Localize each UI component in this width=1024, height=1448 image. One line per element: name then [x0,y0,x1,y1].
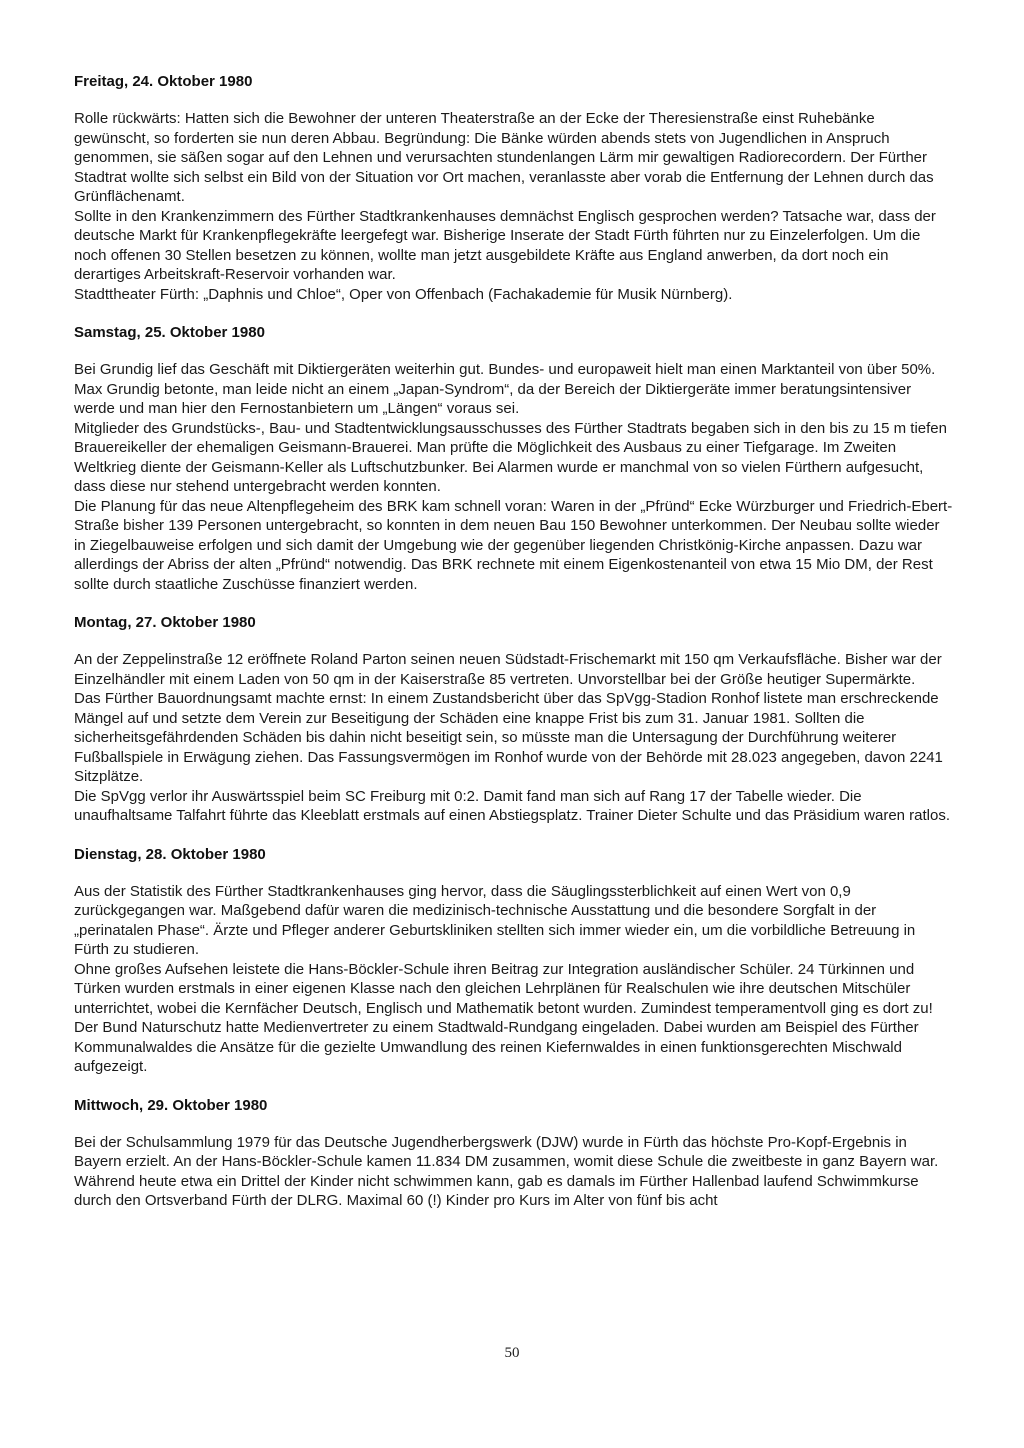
paragraph: Bei Grundig lief das Geschäft mit Diktiergeräten weiterhin gut. Bundes- und europaweit hielt man einen Marktanteil von über 50%. Max Grundig betonte, man leide nicht an einem „Japan-Syndrom“, da der Bereich der Diktiergeräte immer beratungsintensiver werde und man hier den Fernostanbietern um „Längen“ voraus sei. [74,361,936,417]
paragraph: Bei der Schulsammlung 1979 für das Deutsche Jugendherbergswerk (DJW) wurde in Fürth das höchste Pro-Kopf-Ergebnis in Bayern erzielt. An der Hans-Böckler-Schule kamen 11.834 DM zusammen, womit diese Schule die zweitbeste in ganz Bayern war. [74,1133,939,1170]
entry-date: Dienstag, 28. Oktober 1980 [74,845,266,863]
entry-body [74,360,954,594]
entry-date: Samstag, 25. Oktober 1980 [74,324,265,341]
document-page [74,72,954,1230]
entry-body [74,1133,954,1211]
paragraph: Die Planung für das neue Altenpflegeheim des BRK kam schnell voran: Waren in der „Pfründ“ Ecke Würzburger und Friedrich-Ebert-Straße bisher 139 Personen untergebracht, so konnten in dem neuen Bau 150 Bewohner unterkommen. Der Neubau sollte wieder in Ziegelbauweise erfolgen und sich damit der Umgebung wie der gegenüber liegenden Christkönig-Kirche anpassen. Dazu war allerdings der Abriss der alten „Pfründ“ notwendig. Das BRK rechnete mit einem Eigenkostenanteil von etwa 15 Mio DM, der Rest sollte durch staatliche Zuschüsse finanziert werden. [74,497,953,593]
entry-29-oktober [74,1096,954,1211]
paragraph: Der Bund Naturschutz hatte Medienvertreter zu einem Stadtwald-Rundgang eingeladen. Dabei wurden am Beispiel des Fürther Kommunalwaldes die Ansätze für die gezielte Umwandlung des reinen Kiefernwaldes in einen funktionsgerechten Mischwald aufgezeigt. [74,1019,919,1075]
entry-date: Mittwoch, 29. Oktober 1980 [74,1096,268,1114]
entry-body [74,650,954,826]
entry-date: Freitag, 24. Oktober 1980 [74,73,253,90]
entry-2024-10-24 [74,72,954,304]
page-number: 50 [504,1345,520,1361]
entry-date: Montag, 27. Oktober 1980 [74,614,256,631]
entry-27-oktober [74,613,954,826]
paragraph: Sollte in den Krankenzimmern des Fürther Stadtkrankenhauses demnächst Englisch gesprochen werden? Tatsache war, dass der deutsche Markt für Krankenpflegekräfte leergefegt war. Bisherige Inserate der Stadt Fürth führten nur zu Einzelerfolgen. Um die noch offenen 30 Stellen besetzen zu können, wollte man jetzt ausgebildete Kräfte aus England anwerben, da dort noch ein derartiges Arbeitskraft-Reservoir vorhanden war. [74,207,936,283]
paragraph: Aus der Statistik des Fürther Stadtkrankenhauses ging hervor, dass die Säuglingssterblichkeit auf einen Wert von 0,9 zurückgegangen war. Maßgebend dafür waren die medizinisch-technische Ausstattung und die besondere Sorgfalt in der „perinatalen Phase“. Ärzte und Pfleger anderer Geburtskliniken stellten sich immer wieder ein, um die vorbildliche Betreuung in Fürth zu studieren. [74,882,916,958]
paragraph: Die SpVgg verlor ihr Auswärtsspiel beim SC Freiburg mit 0:2. Damit fand man sich auf Rang 17 der Tabelle wieder. Die unaufhaltsame Talfahrt führte das Kleeblatt erstmals auf einen Abstiegsplatz. Trainer Dieter Schulte und das Präsidium waren ratlos. [74,787,951,824]
paragraph: Rolle rückwärts: Hatten sich die Bewohner der unteren Theaterstraße an der Ecke der Theresienstraße einst Ruhebänke gewünscht, so forderten sie nun deren Abbau. Begründung: Die Bänke würden abends stets von Jugendlichen in Anspruch genommen, sie säßen sogar auf den Lehnen und verursachten stundenlangen Lärm mir gewaltigen Radiorecordern. Der Fürther Stadtrat wollte sich selbst ein Bild von der Situation vor Ort machen, veranlasste aber vorab die Entfernung der Lehnen durch das Grünflächenamt. [74,110,934,205]
paragraph: Ohne großes Aufsehen leistete die Hans-Böckler-Schule ihren Beitrag zur Integration ausländischer Schüler. 24 Türkinnen und Türken wurden erstmals in einer eigenen Klasse nach den gleichen Lehrplänen für Realschulen wie ihre deutschen Mitschüler unterrichtet, wobei die Kernfächer Deutsch, Englisch und Mathematik betont wurden. Zumindest temperamentvoll ging es dort zu! [74,960,933,1017]
paragraph: Das Fürther Bauordnungsamt machte ernst: In einem Zustandsbericht über das SpVgg-Stadion Ronhof listete man erschreckende Mängel auf und setzte dem Verein zur Beseitigung der Schäden eine knappe Frist bis zum 31. Januar 1981. Sollten die sicherheitsgefährdenden Schäden bis dahin nicht beseitigt sein, so müsste man die Untersagung der Durchführung weiterer Fußballspiele in Erwägung ziehen. Das Fassungsvermögen im Ronhof wurde von der Behörde mit 28.023 angegeben, davon 2241 Sitzplätze. [74,690,943,785]
paragraph: Mitglieder des Grundstücks-, Bau- und Stadtentwicklungsausschusses des Fürther Stadtrats begaben sich in den bis zu 15 m tiefen Brauereikeller der ehemaligen Geismann-Brauerei. Man prüfte die Möglichkeit des Ausbaus zu einer Tiefgarage. Im Zweiten Weltkrieg diente der Geismann-Keller als Luftschutzbunker. Bei Alarmen wurde er manchmal von so vielen Fürthern aufgesucht, dass diese nur stehend untergebracht werden konnten. [74,419,947,495]
entry-body [74,109,954,304]
paragraph: An der Zeppelinstraße 12 eröffnete Roland Parton seinen neuen Südstadt-Frischemarkt mit 150 qm Verkaufsfläche. Bisher war der Einzelhändler mit einem Laden von 50 qm in der Kaiserstraße 85 vertreten. Unvorstellbar bei der Größe heutiger Supermärkte. [74,651,942,688]
entry-28-oktober [74,845,954,1077]
paragraph: Stadttheater Fürth: „Daphnis und Chloe“, Oper von Offenbach (Fachakademie für Musik Nürnberg). [74,285,733,303]
paragraph: Während heute etwa ein Drittel der Kinder nicht schwimmen kann, gab es damals im Fürther Hallenbad laufend Schwimmkurse durch den Ortsverband Fürth der DLRG. Maximal 60 (!) Kinder pro Kurs im Alter von fünf bis acht [74,1172,919,1209]
entry-25-oktober [74,323,954,594]
entry-body [74,882,954,1077]
